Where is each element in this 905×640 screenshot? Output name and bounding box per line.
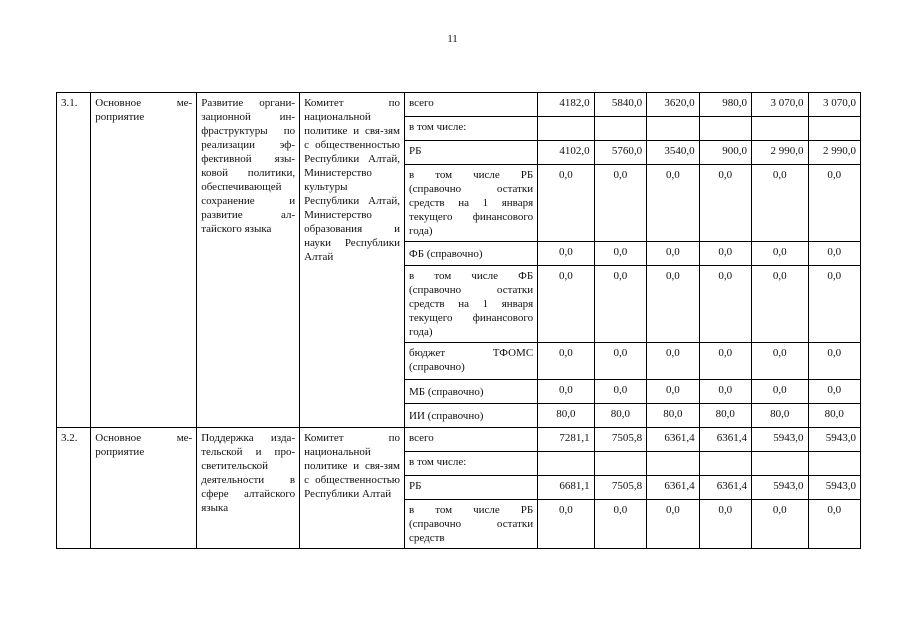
- value-cell: [808, 452, 861, 476]
- value-cell: 5943,0: [808, 476, 861, 500]
- value-cell: [752, 117, 808, 141]
- value-cell: [808, 117, 861, 141]
- value-cell: 0,0: [647, 266, 699, 343]
- value-cell: 0,0: [594, 380, 646, 404]
- activity-type: [91, 428, 197, 549]
- value-cell: 0,0: [699, 343, 751, 380]
- funding-source-part: (справочно): [409, 361, 465, 373]
- value-cell: [538, 117, 594, 141]
- value-cell: 0,0: [538, 380, 594, 404]
- value-cell: [538, 452, 594, 476]
- value-cell: [647, 117, 699, 141]
- value-cell: 900,0: [699, 141, 751, 165]
- value-cell: 5840,0: [594, 93, 646, 117]
- value-cell: 5943,0: [752, 428, 808, 452]
- value-cell: 2 990,0: [808, 141, 861, 165]
- value-cell: 0,0: [699, 165, 751, 242]
- row-number: 3.2.: [57, 428, 91, 549]
- value-cell: 0,0: [538, 242, 594, 266]
- value-cell: 0,0: [808, 165, 861, 242]
- value-cell: [699, 117, 751, 141]
- value-cell: 6361,4: [647, 428, 699, 452]
- value-cell: 4102,0: [538, 141, 594, 165]
- funding-source: всего: [405, 428, 538, 452]
- funding-source: в том числе РБ (справочно остатки средств: [405, 500, 538, 549]
- value-cell: 0,0: [647, 500, 699, 549]
- value-cell: 7505,8: [594, 428, 646, 452]
- value-cell: 0,0: [594, 500, 646, 549]
- value-cell: 3540,0: [647, 141, 699, 165]
- value-cell: 4182,0: [538, 93, 594, 117]
- activity-name: Развитие органи-зационной ин-фраструктуры по реализации эф-фективной язы-ковой политики, обеспечивающей сохранение и развитие ал-тайского языка: [197, 93, 300, 428]
- value-cell: 0,0: [699, 500, 751, 549]
- value-cell: 0,0: [594, 242, 646, 266]
- value-cell: 0,0: [752, 165, 808, 242]
- funding-source: [405, 343, 538, 380]
- value-cell: 0,0: [752, 343, 808, 380]
- activity-name: Поддержка изда-тельской и про-светительской деятельности в сфере алтайского языка: [197, 428, 300, 549]
- activity-type-part: ме-: [176, 432, 193, 444]
- value-cell: 0,0: [699, 380, 751, 404]
- activity-type: [91, 93, 197, 428]
- value-cell: 0,0: [808, 380, 861, 404]
- value-cell: 5943,0: [752, 476, 808, 500]
- value-cell: 3 070,0: [808, 93, 861, 117]
- value-cell: 80,0: [647, 404, 699, 428]
- activity-type-part: роприятие: [95, 446, 145, 458]
- value-cell: [647, 452, 699, 476]
- value-cell: 5760,0: [594, 141, 646, 165]
- funding-source-part: бюджет: [409, 347, 446, 359]
- value-cell: 0,0: [594, 343, 646, 380]
- funding-source-part: ТФОМС: [492, 347, 534, 359]
- funding-source: МБ (справочно): [405, 380, 538, 404]
- value-cell: 7505,8: [594, 476, 646, 500]
- value-cell: 0,0: [752, 500, 808, 549]
- budget-table: [56, 92, 861, 549]
- funding-source: в том числе:: [405, 452, 538, 476]
- value-cell: 0,0: [699, 266, 751, 343]
- funding-source: РБ: [405, 141, 538, 165]
- page-number: 11: [447, 33, 458, 45]
- value-cell: 0,0: [538, 266, 594, 343]
- funding-source: в том числе РБ (справочно остатки средств на 1 января текущего финансового года): [405, 165, 538, 242]
- value-cell: 0,0: [752, 266, 808, 343]
- value-cell: 0,0: [699, 242, 751, 266]
- value-cell: 0,0: [538, 165, 594, 242]
- value-cell: 0,0: [647, 165, 699, 242]
- value-cell: 0,0: [808, 242, 861, 266]
- value-cell: 0,0: [808, 266, 861, 343]
- value-cell: 80,0: [699, 404, 751, 428]
- value-cell: 0,0: [647, 242, 699, 266]
- activity-type-part: ме-: [176, 97, 193, 109]
- table-row: [57, 93, 861, 117]
- value-cell: 0,0: [752, 242, 808, 266]
- activity-type-part: роприятие: [95, 111, 145, 123]
- value-cell: [752, 452, 808, 476]
- value-cell: 5943,0: [808, 428, 861, 452]
- funding-source: в том числе:: [405, 117, 538, 141]
- value-cell: 3620,0: [647, 93, 699, 117]
- value-cell: 6361,4: [699, 428, 751, 452]
- executor: Комитет по национальной политике и свя-зям с общественностью Республики Алтай, Министерство культуры Республики Алтай, Министерство образования и науки Республики Алтай: [300, 93, 405, 428]
- value-cell: 6361,4: [699, 476, 751, 500]
- funding-source: ИИ (справочно): [405, 404, 538, 428]
- value-cell: 0,0: [647, 343, 699, 380]
- value-cell: 0,0: [808, 500, 861, 549]
- value-cell: 7281,1: [538, 428, 594, 452]
- value-cell: [699, 452, 751, 476]
- funding-source: всего: [405, 93, 538, 117]
- value-cell: 0,0: [594, 165, 646, 242]
- value-cell: 980,0: [699, 93, 751, 117]
- value-cell: 80,0: [594, 404, 646, 428]
- funding-source: РБ: [405, 476, 538, 500]
- executor: Комитет по национальной политике и свя-зям с общественностью Республики Алтай: [300, 428, 405, 549]
- value-cell: 6361,4: [647, 476, 699, 500]
- funding-source: ФБ (справочно): [405, 242, 538, 266]
- value-cell: [594, 117, 646, 141]
- value-cell: 0,0: [538, 500, 594, 549]
- value-cell: 6681,1: [538, 476, 594, 500]
- value-cell: 0,0: [647, 380, 699, 404]
- value-cell: 0,0: [538, 343, 594, 380]
- value-cell: 3 070,0: [752, 93, 808, 117]
- value-cell: 80,0: [808, 404, 861, 428]
- value-cell: 0,0: [808, 343, 861, 380]
- table-row: [57, 428, 861, 452]
- activity-type-part: Основное: [95, 97, 142, 109]
- value-cell: 80,0: [752, 404, 808, 428]
- value-cell: 0,0: [752, 380, 808, 404]
- value-cell: 2 990,0: [752, 141, 808, 165]
- value-cell: 80,0: [538, 404, 594, 428]
- value-cell: 0,0: [594, 266, 646, 343]
- row-number: 3.1.: [57, 93, 91, 428]
- activity-type-part: Основное: [95, 432, 142, 444]
- funding-source: в том числе ФБ (справочно остатки средств на 1 января текущего финансового года): [405, 266, 538, 343]
- value-cell: [594, 452, 646, 476]
